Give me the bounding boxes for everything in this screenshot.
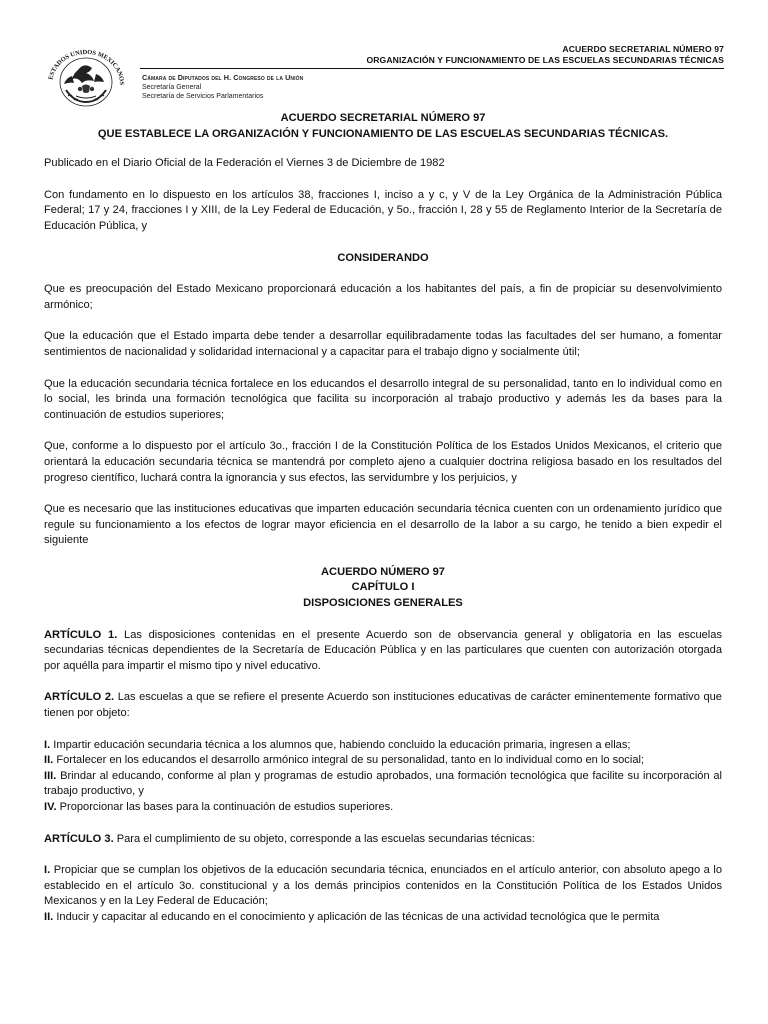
fraction-text: Fortalecer en los educandos el desarrollo armónico integral de su personalidad, tanto en lo individual como en lo social; xyxy=(53,754,645,767)
acuerdo-heading: ACUERDO NÚMERO 97 xyxy=(321,565,445,578)
article-2 xyxy=(44,690,722,721)
considerando-paragraph: Que es necesario que las instituciones educativas que imparten educación secundaria técnica cuenten con un ordenamiento jurídico que regule su funcionamiento a los efectos de lograr mayor eficiencia en el desarrollo de la labor a su cargo, he tenido a bien expedir el siguiente xyxy=(44,503,722,547)
fraction-number: I. xyxy=(44,864,51,877)
fundamento-paragraph: Con fundamento en lo dispuesto en los artículos 38, fracciones I, inciso a y c, y V de la Ley Orgánica de la Administración Pública Federal; 17 y 24, fracciones I y XIII, de la Ley Federal de Educación, y 5o., fracción I, 28 y 55 de Reglamento Interior de la Secretaría de Educación Pública, y xyxy=(44,188,722,232)
publication-note: Publicado en el Diario Oficial de la Federación el Viernes 3 de Diciembre de 1982 xyxy=(44,157,445,170)
fraction-number: II. xyxy=(44,754,54,767)
document-subtitle: QUE ESTABLECE LA ORGANIZACIÓN Y FUNCIONAMIENTO DE LAS ESCUELAS SECUNDARIAS TÉCNICAS. xyxy=(97,127,669,140)
fraction-item xyxy=(44,863,722,910)
national-seal-icon xyxy=(38,40,134,110)
fraction-item xyxy=(44,910,722,926)
header-doc-subtitle: ORGANIZACIÓN Y FUNCIONAMIENTO DE LAS ESCUELAS SECUNDARIAS TÉCNICAS xyxy=(366,55,724,65)
fraction-item xyxy=(44,800,722,816)
document-title: ACUERDO SECRETARIAL NÚMERO 97 xyxy=(280,112,486,124)
header-doc-label: ACUERDO SECRETARIAL NÚMERO 97 xyxy=(562,44,724,54)
secretaria-general: Secretaría General xyxy=(142,83,202,91)
considerando-paragraph: Que la educación que el Estado imparta debe tender a desarrollar equilibradamente todas las facultades del ser humano, a fomentar sentimientos de nacionalidad y solidaridad internacional y a capacitar para el trabajo digno y socialmente útil; xyxy=(44,330,722,358)
fraction-item xyxy=(44,769,722,800)
fraction-text: Proporcionar las bases para la continuación de estudios superiores. xyxy=(56,801,394,813)
fraction-number: II. xyxy=(44,910,54,923)
fraction-text: Inducir y capacitar al educando en el conocimiento y aplicación de las técnicas de una actividad tecnológica que le permita xyxy=(53,910,660,923)
considerando-paragraph: Que es preocupación del Estado Mexicano proporcionará educación a los habitantes del país, a fin de propiciar su desenvolvimiento armónico; xyxy=(44,283,722,311)
fraction-item xyxy=(44,738,722,754)
considerando-paragraph: Que, conforme a lo dispuesto por el artículo 3o., fracción I de la Constitución Política de los Estados Unidos Mexicanos, el criterio que orientará la educación secundaria técnica se mantendrá por completo ajeno a cualquier doctrina religiosa basado en los resultados del progreso científico, luchará contra la ignorancia y sus efectos, las servidumbre y los perjuicios, y xyxy=(44,440,722,484)
article-label: ARTÍCULO 3. xyxy=(44,832,114,845)
servicios-parlamentarios: Secretaría de Servicios Parlamentarios xyxy=(142,93,264,101)
considerando-heading: CONSIDERANDO xyxy=(337,251,429,264)
article-text: Las escuelas a que se refiere el presente Acuerdo son instituciones educativas de carácter eminentemente formativo que tienen por objeto: xyxy=(44,691,722,720)
running-header xyxy=(366,44,724,66)
article-label: ARTÍCULO 1. xyxy=(44,628,118,641)
disposiciones-heading: DISPOSICIONES GENERALES xyxy=(303,597,463,610)
fraction-text: Impartir educación secundaria técnica a los alumnos que, habiendo concluido la educación primaria, ingresen a ellas; xyxy=(50,738,631,751)
fraction-number: I. xyxy=(44,738,51,751)
fraction-number: IV. xyxy=(44,801,57,813)
document-body xyxy=(44,111,722,926)
fraction-text: Propiciar que se cumplan los objetivos de la educación secundaria técnica, enunciados en el artículo anterior, con absoluto apego a lo establecido en el artículo 3o. constitucional y a los demás principios contenidos en la Constitución Política de los Estados Unidos Mexicanos y en la Ley Federal de Educación; xyxy=(44,864,722,908)
institution-name: Cámara de Diputados del H. Congreso de la Unión xyxy=(142,73,304,82)
article-text: Las disposiciones contenidas en el presente Acuerdo son de observancia general y obligatoria en las escuelas secundarias técnicas dependientes de la Secretaría de Educación Pública y en las particulares que cuenten con autorización otorgada por aquélla para impartir el mismo tipo y nivel educativo. xyxy=(44,628,722,672)
institution-block xyxy=(142,73,303,102)
capitulo-heading: CAPÍTULO I xyxy=(351,581,415,594)
article-label: ARTÍCULO 2. xyxy=(44,691,115,704)
article-text: Para el cumplimiento de su objeto, corresponde a las escuelas secundarias técnicas: xyxy=(113,832,535,845)
article-3 xyxy=(44,832,722,848)
fraction-item xyxy=(44,753,722,769)
fraction-number: III. xyxy=(44,769,57,782)
seal-text: ESTADOS UNIDOS MEXICANOS xyxy=(47,48,126,86)
considerando-paragraph: Que la educación secundaria técnica fortalece en los educandos el desarrollo integral de su personalidad, tanto en lo individual como en lo social, les brinda una formación tecnológica que facilita su incorporación al trabajo productivo y además les da bases para la continuación de estudios superiores; xyxy=(44,377,722,421)
header-divider xyxy=(140,68,724,69)
fraction-text: Brindar al educando, conforme al plan y programas de estudio aprobados, una formación tecnológica que facilite su incorporación al trabajo productivo, y xyxy=(44,769,722,798)
article-1 xyxy=(44,628,722,675)
